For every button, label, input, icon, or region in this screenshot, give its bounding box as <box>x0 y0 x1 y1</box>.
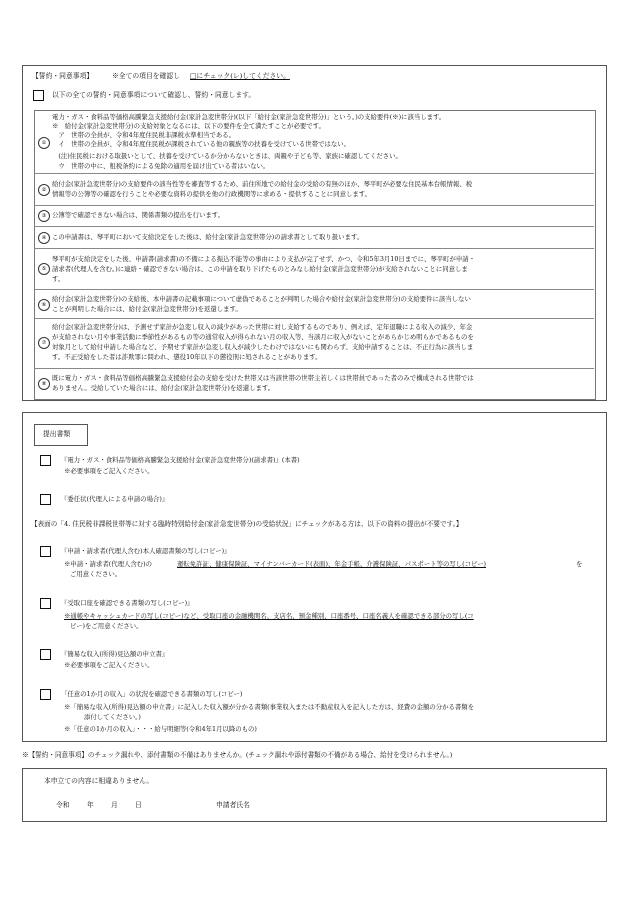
item-number-6: ⑥ <box>38 299 50 311</box>
doc-proxy-title: 『委任状(代理人による申請の場合)』 <box>61 495 169 503</box>
doc-income-estimate-checkbox[interactable] <box>40 649 51 660</box>
row-divider <box>34 318 594 319</box>
row-divider <box>34 248 594 249</box>
item-6-line: ことが判明した場合には、給付金(家計急変世帯分)を返還します。 <box>52 305 242 313</box>
footer-check-note: ※【誓約・同意事項】のチェック漏れや、添付書類の不備はありませんか。(チェック漏れや添付書類の不備がある場合、給付を受けられません。) <box>22 751 453 759</box>
item-7-line: が支給されない月や事業活動に季節性があるもの等の通常収入が得られない月の収入等、当該月に収入がないことがあらかじめ明らかであるものを <box>52 333 474 341</box>
doc-id-checkbox[interactable] <box>40 546 51 557</box>
doc-proxy-checkbox[interactable] <box>40 494 51 505</box>
item-number-5: ⑤ <box>38 263 50 275</box>
doc-id-note: ※申請・請求者(代理人含む)の <box>64 560 153 568</box>
item-8-line: 既に電力・ガス・食料品等価格高騰緊急支援給付金の支給を受けた世帯又は当該世帯の世帯主若しくは世帯員であった者のみで構成される世帯では <box>52 374 474 382</box>
item-1-line: 電力・ガス・食料品等価格高騰緊急支援給付金(家計急変世帯分)(以下「給付金(家計急変世帯分)」という。)の支給要件(※)に該当します。 <box>52 113 446 121</box>
item-5-line: 請求者(代理人を含む。)に連絡・確認できない場合は、この申請を取り下げたものとみなし給付金(家計急変世帯分)が支給されないことに同意しま <box>52 265 468 273</box>
doc-account-note: ※通帳やキャッシュカードの写し(コピー)など、受取口座の金融機関名、支店名、預金種別、口座番号、口座名義人を確認できる部分の写し(コ <box>64 612 474 620</box>
exemption-notice: 【表面の「4. 住民税非課税世帯等に対する臨時特別給付金(家計急変世帯分)の受給状況」にチェックがある方は、以下の資料の提出が不要です。】 <box>31 520 463 528</box>
doc-id-title: 『申請・請求者(代理人含む)本人確認書類の写し(コピー)』 <box>61 547 231 555</box>
doc-application-title: 『電力・ガス・食料品等価格高騰緊急支援給付金(家計急変世帯分)(請求書)』(本書) <box>61 456 300 464</box>
row-divider <box>34 205 594 206</box>
pledge-header-label: 【誓約・同意事項】 <box>32 72 94 80</box>
item-7-line: 給付金(家計急変世帯分)は、予測せず家計が急変し収入の減少があった世帯に対し支給するものであり、例えば、定年退職による収入の減少、年金 <box>52 323 473 331</box>
agree-all-label: 以下の全ての誓約・同意事項について確認し、誓約・同意します。 <box>52 91 256 99</box>
applicant-name-label: 申請者氏名 <box>216 801 250 809</box>
pledge-header-instruction: ※全ての項目を確認し <box>112 72 180 80</box>
documents-title: 提出書類 <box>43 430 71 438</box>
confirmation-text: 本申立ての内容に相違ありません。 <box>44 777 154 785</box>
item-2-line: 給付金(家計急変世帯分)の支給要件の該当性等を審査等するため、前住所地での給付金の受給の有無のほか、琴平町が必要な住民基本台帳情報、税 <box>52 180 473 188</box>
agree-all-checkbox[interactable] <box>33 90 44 101</box>
item-1-line: ア 世帯の全員が、令和4年度住民税非課税水準相当である。 <box>52 131 236 139</box>
item-3-line: 公簿等で確認できない場合は、関係書類の提出を行います。 <box>52 211 225 219</box>
item-1-line: ※ 給付金(家計急変世帯分)の支給対象となるには、以下の要件を全て満たすことが必要です。 <box>52 122 325 130</box>
item-5-line: 琴平町が支給決定をした後、申請書(請求書)の不備による振込不能等の事由により支払が完了せず、かつ、令和5年3月10日までに、琴平町が申請・ <box>52 255 476 263</box>
item-2-line: 情報等の公簿等の確認を行うことや必要な資料の提供を他の行政機関等に求める・提供することに同意します。 <box>52 190 372 198</box>
item-4-line: この申請書は、琴平町において支給決定をした後は、給付金(家計急変世帯分)の請求書として取り扱います。 <box>52 233 364 241</box>
doc-monthly-income-note-line2: 添付してください。) <box>84 713 141 721</box>
doc-application-checkbox[interactable] <box>40 455 51 466</box>
doc-monthly-income-checkbox[interactable] <box>40 689 51 700</box>
doc-income-estimate-title: 『簡易な収入(所得)見込額の申立書』 <box>61 650 169 658</box>
date-era-label: 令和 <box>56 801 70 809</box>
date-year-label[interactable]: 年 <box>87 801 94 809</box>
pledge-header-check-instruction: □にチェック(レ)してください。 <box>190 72 290 80</box>
doc-id-note-line2: ご用意ください。 <box>70 570 122 578</box>
item-6-line: 給付金(家計急変世帯分)の支給後、本申請書の記載事項について虚偽であることが判明した場合や給付金(家計急変世帯分)の支給要件に該当しない <box>52 295 471 303</box>
doc-monthly-income-title: 「任意の1か月の収入」の状況を確認できる書類の写し(コピー) <box>61 690 243 698</box>
item-1-line: (注)住民税における取扱いとして、扶養を受けているか分からないときは、両親や子ども等、家族に確認してください。 <box>52 152 402 160</box>
item-number-7: ⑦ <box>38 337 50 349</box>
row-divider <box>34 368 594 369</box>
item-7-line: 対象月として給付申請した場合など、予期せず家計が急変し収入が減少したわけではないにも関わらず、支給申請することは、不正行為に該当しま <box>52 343 474 351</box>
doc-monthly-income-note-2: ※「任意の1か月の収入」・・・給与明細等(令和4年1月以降のもの) <box>64 725 257 733</box>
item-1-line: イ 世帯の全員が、令和4年度住民税が課税されている他の親族等の扶養を受けている世帯ではない。 <box>52 140 351 148</box>
doc-account-checkbox[interactable] <box>40 598 51 609</box>
item-number-3: ③ <box>38 210 50 222</box>
doc-account-title: 『受取口座を確認できる書類の写し(コピー)』 <box>61 599 194 607</box>
item-number-2: ② <box>38 184 50 196</box>
item-number-4: ④ <box>38 232 50 244</box>
item-7-line: す。不正受給をした者は詐欺罪に問われ、懲役10年以下の懲役刑に処されることがあります。 <box>52 353 322 361</box>
doc-id-note-documents: 運転免許証、健康保険証、マイナンバーカード(表面)、年金手帳、介護保険証、パスポート等の写し(コピー) <box>177 560 487 568</box>
doc-income-estimate-note: ※必要事項をご記入ください。 <box>64 661 154 669</box>
doc-account-note-line2: ピー)をご用意ください。 <box>70 622 143 630</box>
date-month-label[interactable]: 月 <box>111 801 118 809</box>
row-divider <box>34 226 594 227</box>
item-5-line: す。 <box>52 275 65 283</box>
item-number-1: ① <box>38 137 50 149</box>
doc-id-note-tail: を <box>576 560 583 568</box>
item-number-8: ⑧ <box>38 378 50 390</box>
row-divider <box>34 173 594 174</box>
date-day-label[interactable]: 日 <box>135 801 142 809</box>
row-divider <box>34 289 594 290</box>
doc-monthly-income-note: ※「簡易な収入(所得)見込額の申立書」に記入した収入額が分かる書類(事業収入または不動産収入を記入した方は、経費の金額の分かる書類を <box>64 703 475 711</box>
item-1-line: ウ 世帯の中に、租税条約による免除の適用を届け出ている者はいない。 <box>52 162 270 170</box>
doc-application-note: ※必要事項をご記入ください。 <box>64 467 154 475</box>
item-8-line: ありません。受給していた場合には、給付金(家計急変世帯分)を返還します。 <box>52 384 275 392</box>
